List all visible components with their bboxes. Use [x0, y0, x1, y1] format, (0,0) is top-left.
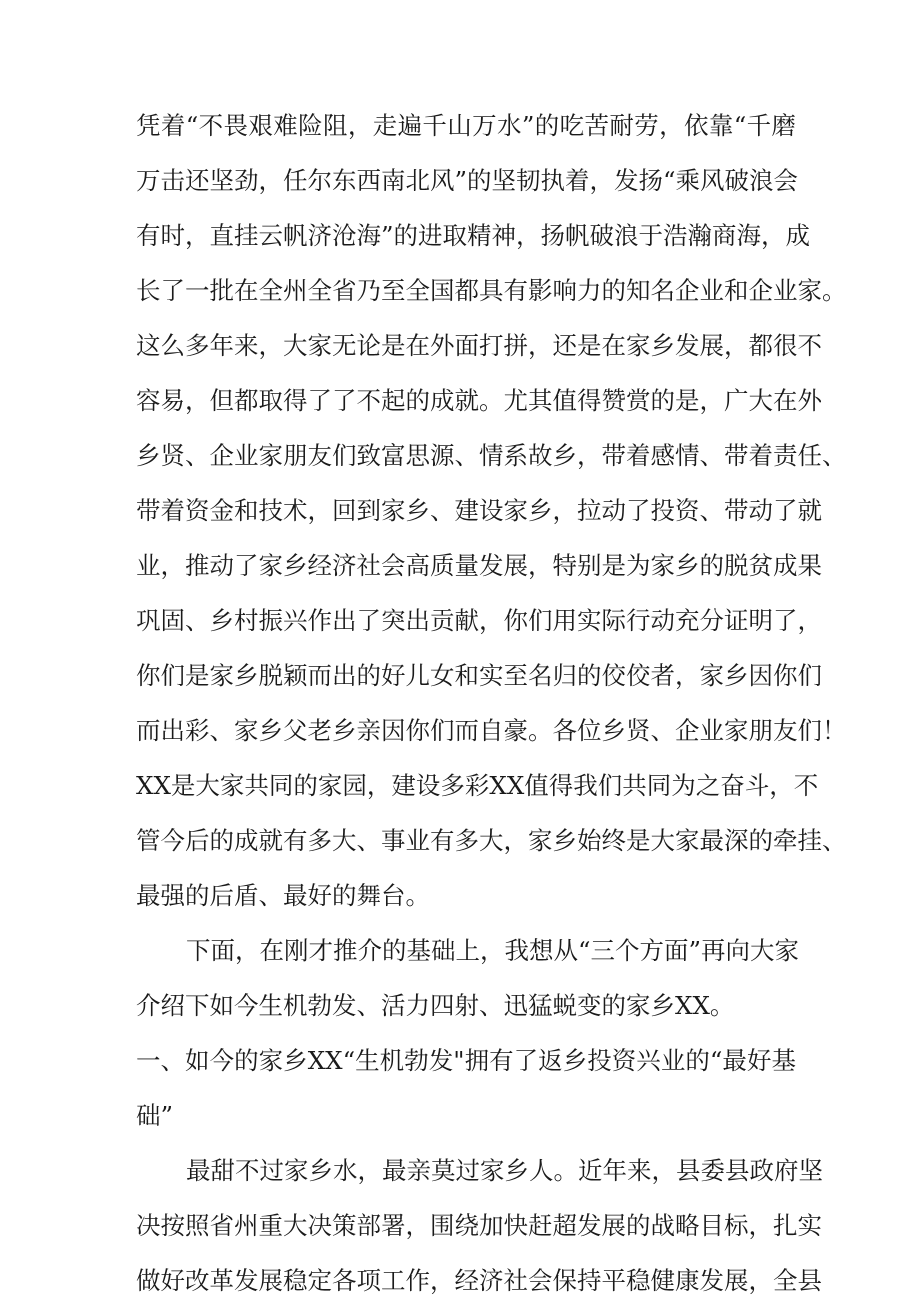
text-line: 最甜不过家乡水，最亲莫过家乡人。近年来，县委县政府坚 [186, 1156, 823, 1185]
text-line: 业，推动了家乡经济社会高质量发展，特别是为家乡的脱贫成果 [136, 551, 822, 580]
text-line: 下面，在刚才推介的基础上，我想从“三个方面”再向大家 [186, 936, 800, 965]
text-line: 乡贤、企业家朋友们致富思源、情系故乡，带着感情、带着责任、 [136, 441, 847, 470]
text-line: 长了一批在全州全省乃至全国都具有影响力的知名企业和企业家。 [136, 276, 847, 305]
text-line: 介绍下如今生机勃发、活力四射、迅猛蜕变的家乡XX。 [136, 991, 735, 1020]
text-line: 巩固、乡村振兴作出了突出贡献，你们用实际行动充分证明了， [136, 606, 822, 635]
section-heading: 一、如今的家乡XX“生机勃发"拥有了返乡投资兴业的“最好基 [136, 1046, 796, 1075]
text-line: 万击还坚劲，任尔东西南北风”的坚韧执着，发扬“乘风破浪会 [136, 166, 799, 195]
text-line: 凭着“不畏艰难险阻，走遍千山万水”的吃苦耐劳，依靠“千磨 [136, 111, 796, 140]
text-line: 决按照省州重大决策部署，围绕加快赶超发展的战略目标，扎实 [136, 1211, 822, 1240]
text-line: 你们是家乡脱颖而出的好儿女和实至名归的佼佼者，家乡因你们 [136, 661, 822, 690]
text-line: 最强的后盾、最好的舞台。 [136, 881, 430, 910]
text-line: 这么多年来，大家无论是在外面打拼，还是在家乡发展，都很不 [136, 331, 822, 360]
text-line: 容易，但都取得了了不起的成就。尤其值得赞赏的是，广大在外 [136, 386, 822, 415]
text-line: XX是大家共同的家园，建设多彩XX值得我们共同为之奋斗，不 [136, 771, 819, 800]
text-line: 而出彩、家乡父老乡亲因你们而自豪。各位乡贤、企业家朋友们！ [136, 716, 847, 745]
text-line: 带着资金和技术，回到家乡、建设家乡，拉动了投资、带动了就 [136, 496, 822, 525]
text-line: 做好改革发展稳定各项工作，经济社会保持平稳健康发展，全县 [136, 1266, 822, 1295]
text-line: 有时，直挂云帆济沧海”的进取精神，扬帆破浪于浩瀚商海，成 [136, 221, 811, 250]
section-heading: 础” [136, 1101, 174, 1130]
text-line: 管今后的成就有多大、事业有多大，家乡始终是大家最深的牵挂、 [136, 826, 847, 855]
